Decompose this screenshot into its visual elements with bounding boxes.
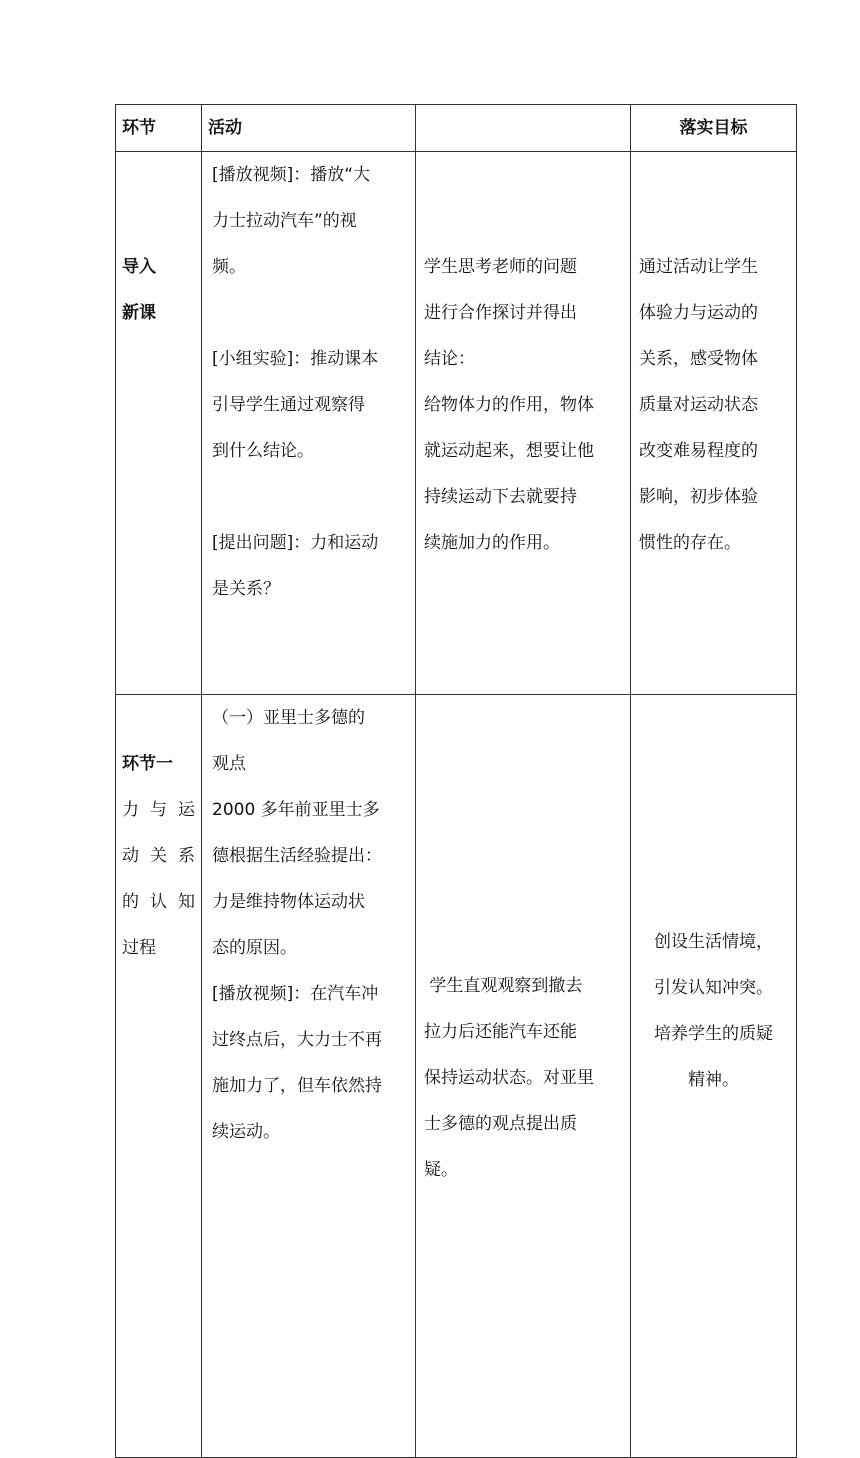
intro-goal-line: 体验力与运动的 (639, 303, 758, 323)
table-row-intro (116, 152, 797, 695)
intro-student-line: 就运动起来，想要让他 (424, 441, 594, 461)
intro-student-cell (416, 152, 631, 695)
section1-student-cell (416, 695, 631, 1458)
intro-activity-line: 是关系？ (212, 579, 280, 599)
section1-stage-line: 力与运 (122, 800, 195, 820)
intro-goal-cell (631, 152, 797, 695)
intro-goal-line: 关系，感受物体 (639, 349, 758, 369)
intro-student-line: 结论： (424, 349, 475, 369)
intro-activity-line: [播放视频]：播放“大 (212, 165, 371, 185)
section1-activity-line: 态的原因。 (212, 938, 297, 958)
section1-activity-line: 2000 多年前亚里士多 (212, 800, 380, 820)
section1-activity-line: [播放视频]：在汽车冲 (212, 984, 379, 1004)
section1-activity-line: 续运动。 (212, 1122, 280, 1142)
section1-stage-line: 的认知 (122, 892, 195, 912)
intro-goal-line: 影响，初步体验 (639, 487, 758, 507)
intro-activity-cell (202, 152, 416, 695)
section1-stage-cell (116, 695, 202, 1458)
section1-student-line: 拉力后还能汽车还能 (424, 1022, 577, 1042)
section1-activity-line: （一）亚里士多德的 (212, 708, 365, 728)
section1-goal-cell (631, 695, 797, 1458)
table-row-section1 (116, 695, 797, 1458)
section1-activity-line: 施加力了，但车依然持 (212, 1076, 382, 1096)
intro-activity-line: [小组实验]：推动课本 (212, 349, 379, 369)
header-activity: 活动 (202, 105, 416, 152)
section1-stage-title: 环节一 (122, 754, 173, 774)
section1-activity-line: 过终点后，大力士不再 (212, 1030, 382, 1050)
intro-goal-line: 质量对运动状态 (639, 395, 758, 415)
section1-goal-line: 创设生活情境， (654, 932, 773, 952)
intro-goal-line: 惯性的存在。 (639, 533, 741, 553)
header-goal: 落实目标 (631, 105, 797, 152)
section1-stage-line: 过程 (122, 938, 156, 958)
section1-activity-line: 力是维持物体运动状 (212, 892, 365, 912)
intro-stage-line: 新课 (122, 303, 156, 323)
table-header-row (116, 105, 797, 152)
intro-goal-line: 通过活动让学生 (639, 257, 758, 277)
section1-goal-line: 引发认知冲突。 (654, 978, 773, 998)
intro-activity-line: 力士拉动汽车”的视 (212, 211, 357, 231)
intro-activity-line: [提出问题]：力和运动 (212, 533, 379, 553)
section1-student-line: 疑。 (424, 1160, 458, 1180)
section1-activity-line: 观点 (212, 754, 246, 774)
intro-goal-line: 改变难易程度的 (639, 441, 758, 461)
intro-student-line: 进行合作探讨并得出 (424, 303, 577, 323)
lesson-plan-table (115, 104, 797, 1458)
intro-activity-line (212, 474, 409, 520)
intro-activity-line: 引导学生通过观察得 (212, 395, 365, 415)
intro-student-line: 持续运动下去就要持 (424, 487, 577, 507)
section1-student-line: 学生直观观察到撤去 (424, 976, 583, 996)
section1-goal-line: 精神。 (688, 1070, 739, 1090)
section1-activity-cell (202, 695, 416, 1458)
section1-stage-line: 动关系 (122, 846, 195, 866)
section1-goal-line: 培养学生的质疑 (654, 1024, 773, 1044)
header-stage: 环节 (116, 105, 202, 152)
section1-student-line: 保持运动状态。对亚里 (424, 1068, 594, 1088)
intro-student-line: 学生思考老师的问题 (424, 257, 577, 277)
intro-stage-cell (116, 152, 202, 695)
intro-activity-line (212, 290, 409, 336)
intro-activity-line: 频。 (212, 257, 246, 277)
section1-activity-line: 德根据生活经验提出： (212, 846, 382, 866)
header-student (416, 105, 631, 152)
intro-stage-line: 导入 (122, 257, 156, 277)
section1-student-line: 士多德的观点提出质 (424, 1114, 577, 1134)
intro-student-line: 给物体力的作用，物体 (424, 395, 594, 415)
intro-activity-line: 到什么结论。 (212, 441, 314, 461)
intro-student-line: 续施加力的作用。 (424, 533, 560, 553)
